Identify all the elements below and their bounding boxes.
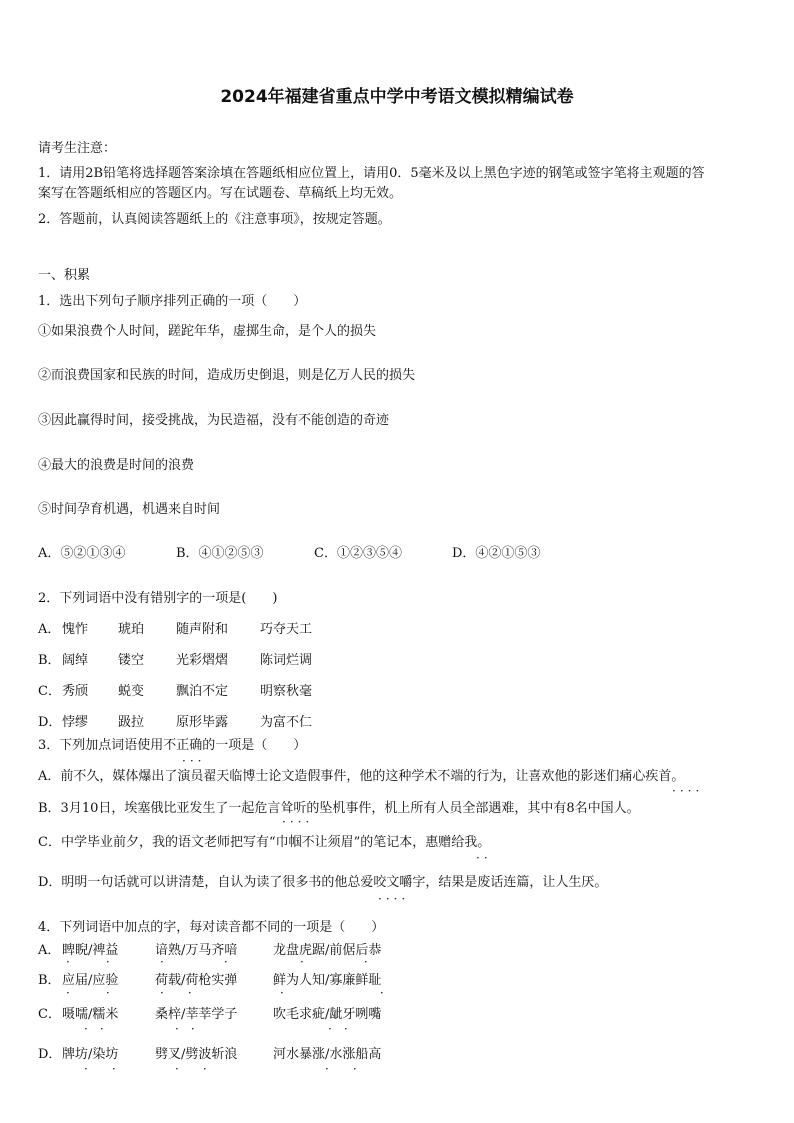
emphasis-dots: ··: [476, 851, 492, 865]
q3-option-c: C．中学毕业前夕，我的语文老师把写有“巾帼不让须眉”的笔记本，惠赠给我。: [38, 835, 491, 850]
emphasis-dots: · ·: [66, 986, 110, 1000]
q1-sentence: ⑤时间孕育机遇，机遇来自时间: [38, 502, 221, 517]
q1-option-b: B．④①②⑤③: [176, 546, 264, 561]
q4-word-pair: 荷载/荷枪实弹: [155, 973, 238, 988]
q4-option-letter: C．: [38, 1007, 61, 1022]
q4-word-pair: 河水暴涨/水涨船高: [273, 1047, 382, 1062]
q1-stem: 1．选出下列句子顺序排列正确的一项（ ）: [38, 294, 307, 309]
notice-heading: 请考生注意：: [38, 141, 117, 156]
q4-option-letter: B．: [38, 973, 61, 988]
q2-word: 悖缪: [62, 715, 89, 730]
q4-word-pair: 劈叉/劈波斩浪: [155, 1047, 238, 1062]
emphasis-dots: · ·: [280, 986, 384, 1000]
q2-option-letter: B．: [38, 653, 61, 668]
q4-word-pair: 鲜为人知/寡廉鲜耻: [273, 973, 382, 988]
q2-option-letter: A．: [38, 622, 61, 637]
q2-word: 随声附和: [176, 622, 229, 637]
emphasis-dots: · ·: [84, 1062, 116, 1076]
q1-sentence: ③因此赢得时间，接受挑战，为民造福，没有不能创造的奇迹: [38, 413, 390, 428]
q2-word: 原形毕露: [176, 715, 229, 730]
q2-word: 飘泊不定: [176, 684, 229, 699]
q4-word-pair: 牌坊/染坊: [62, 1047, 119, 1062]
q4-word-pair: 龙盘虎踞/前倨后恭: [273, 943, 382, 958]
q1-option-d: D．④②①⑤③: [452, 546, 541, 561]
q2-word: 为富不仁: [260, 715, 313, 730]
emphasis-dots: · ·: [175, 1022, 195, 1036]
q2-word: 光彩熠熠: [176, 653, 229, 668]
q3-option-a: A．前不久，媒体爆出了演员翟天临博士论文造假事件，他的这种学术不端的行为，让喜欢他的影迷们痛心疾首。: [38, 769, 685, 784]
q2-stem: 2．下列词语中没有错别字的一项是( ): [38, 591, 278, 606]
notice-item-1-line-1: 1．请用2B铅笔将选择题答案涂填在答题纸相应位置上，请用0．5毫米及以上黑色字迹的钢笔或签字笔将主观题的答: [38, 166, 705, 181]
notice-item-1-line-2: 案写在答题纸相应的答题区内。写在试题卷、草稿纸上均无效。: [38, 186, 403, 201]
q4-word-pair: 谙熟/万马齐喑: [155, 943, 238, 958]
emphasis-dots: · ·: [328, 1022, 348, 1036]
emphasis-dots: · ·: [84, 1022, 104, 1036]
q2-word: 镂空: [118, 653, 145, 668]
q2-option-letter: D．: [38, 715, 62, 730]
q1-option-c: C．①②③⑤④: [314, 546, 402, 561]
q4-word-pair: 嗫嚅/糯米: [62, 1007, 119, 1022]
emphasis-dots: ···: [182, 754, 206, 768]
q1-option-a: A．⑤②①③④: [38, 546, 126, 561]
q4-word-pair: 桑梓/莘莘学子: [155, 1007, 238, 1022]
q4-word-pair: 吹毛求疵/龇牙咧嘴: [273, 1007, 382, 1022]
emphasis-dots: ····: [282, 815, 314, 829]
q2-word: 秀颀: [62, 684, 89, 699]
q2-word: 陈词烂调: [260, 653, 313, 668]
q1-sentence: ②而浪费国家和民族的时间，造成历史倒退，则是亿万人民的损失: [38, 368, 416, 383]
emphasis-dots: ····: [378, 892, 410, 906]
q1-sentence: ①如果浪费个人时间，蹉跎年华，虚掷生命，是个人的损失: [38, 324, 377, 339]
q2-word: 蜕变: [118, 684, 145, 699]
q3-option-d: D．明明一句话就可以讲清楚，自认为读了很多书的他总爱咬文嚼字，结果是废话连篇，让人生厌。: [38, 875, 608, 890]
emphasis-dots: · ·: [300, 955, 368, 969]
emphasis-dots: · ·: [160, 986, 192, 1000]
q3-stem: 3．下列加点词语使用不正确的一项是（ ）: [38, 738, 307, 753]
q3-option-b: B．3月10日，埃塞俄比亚发生了一起危言耸听的坠机事件，机上所有人员全部遇难，其中有8名中国人。: [38, 801, 640, 816]
q4-stem: 4．下列词语中加点的字，每对读音都不同的一项是（ ）: [38, 920, 385, 935]
q2-word: 阔绰: [62, 653, 89, 668]
q2-word: 明察秋毫: [260, 684, 313, 699]
emphasis-dots: · ·: [160, 955, 228, 969]
emphasis-dots: · ·: [175, 1062, 207, 1076]
page-title: 2024年福建省重点中学中考语文模拟精编试卷: [220, 87, 574, 107]
q4-option-letter: A．: [38, 943, 61, 958]
q2-option-letter: C．: [38, 684, 61, 699]
q2-word: 愧怍: [62, 622, 89, 637]
q1-sentence: ④最大的浪费是时间的浪费: [38, 458, 195, 473]
notice-item-2: 2．答题前，认真阅读答题纸上的《注意事项》，按规定答题。: [38, 212, 391, 227]
q4-word-pair: 应届/应验: [62, 973, 119, 988]
q4-option-letter: D．: [38, 1047, 62, 1062]
emphasis-dots: ····: [672, 784, 704, 798]
q2-word: 琥珀: [118, 622, 145, 637]
emphasis-dots: · ·: [325, 1062, 357, 1076]
q2-word: 趿拉: [118, 715, 145, 730]
section-heading: 一、积累: [38, 268, 91, 283]
q2-word: 巧夺天工: [260, 622, 313, 637]
emphasis-dots: · ·: [66, 955, 110, 969]
q4-word-pair: 睥睨/裨益: [62, 943, 119, 958]
